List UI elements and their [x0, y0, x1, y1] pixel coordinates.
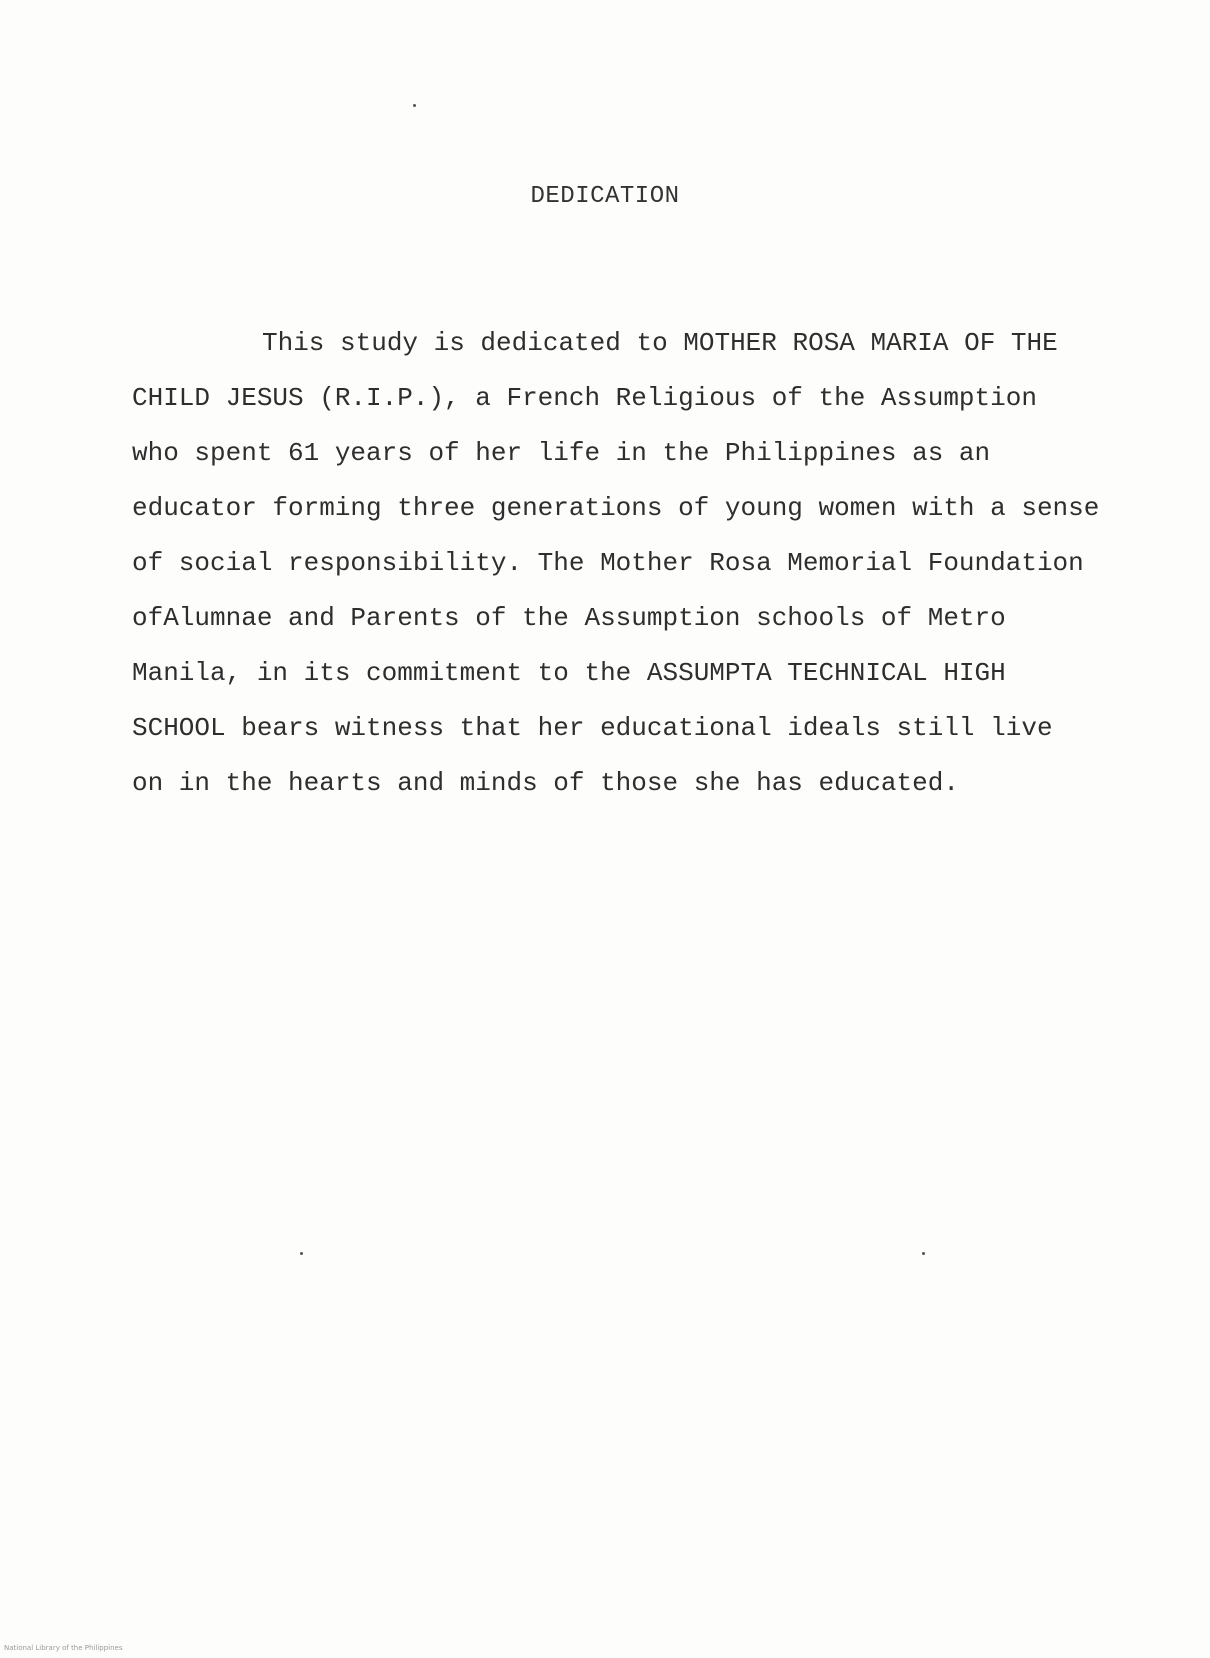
scan-speck [922, 1252, 925, 1255]
paragraph-line: on in the hearts and minds of those she has educated. [132, 768, 959, 798]
page-title: DEDICATION [530, 183, 680, 210]
scan-footer: National Library of the Philippines [4, 1644, 123, 1652]
dedication-paragraph [132, 316, 1132, 811]
paragraph-line: Manila, in its commitment to the ASSUMPTA TECHNICAL HIGH [132, 658, 1006, 688]
scan-speck [413, 104, 416, 107]
paragraph-line: of social responsibility. The Mother Rosa Memorial Foundation [132, 548, 1084, 578]
paragraph-line: This study is dedicated to MOTHER ROSA MARIA OF THE [262, 328, 1058, 358]
paragraph-line: CHILD JESUS (R.I.P.), a French Religious of the Assumption [132, 383, 1037, 413]
paragraph-line: SCHOOL bears witness that her educational ideals still live [132, 713, 1053, 743]
scan-speck [300, 1252, 303, 1255]
paragraph-line: educator forming three generations of young women with a sense [132, 493, 1100, 523]
paragraph-line: ofAlumnae and Parents of the Assumption schools of Metro [132, 603, 1006, 633]
paragraph-line: who spent 61 years of her life in the Philippines as an [132, 438, 991, 468]
